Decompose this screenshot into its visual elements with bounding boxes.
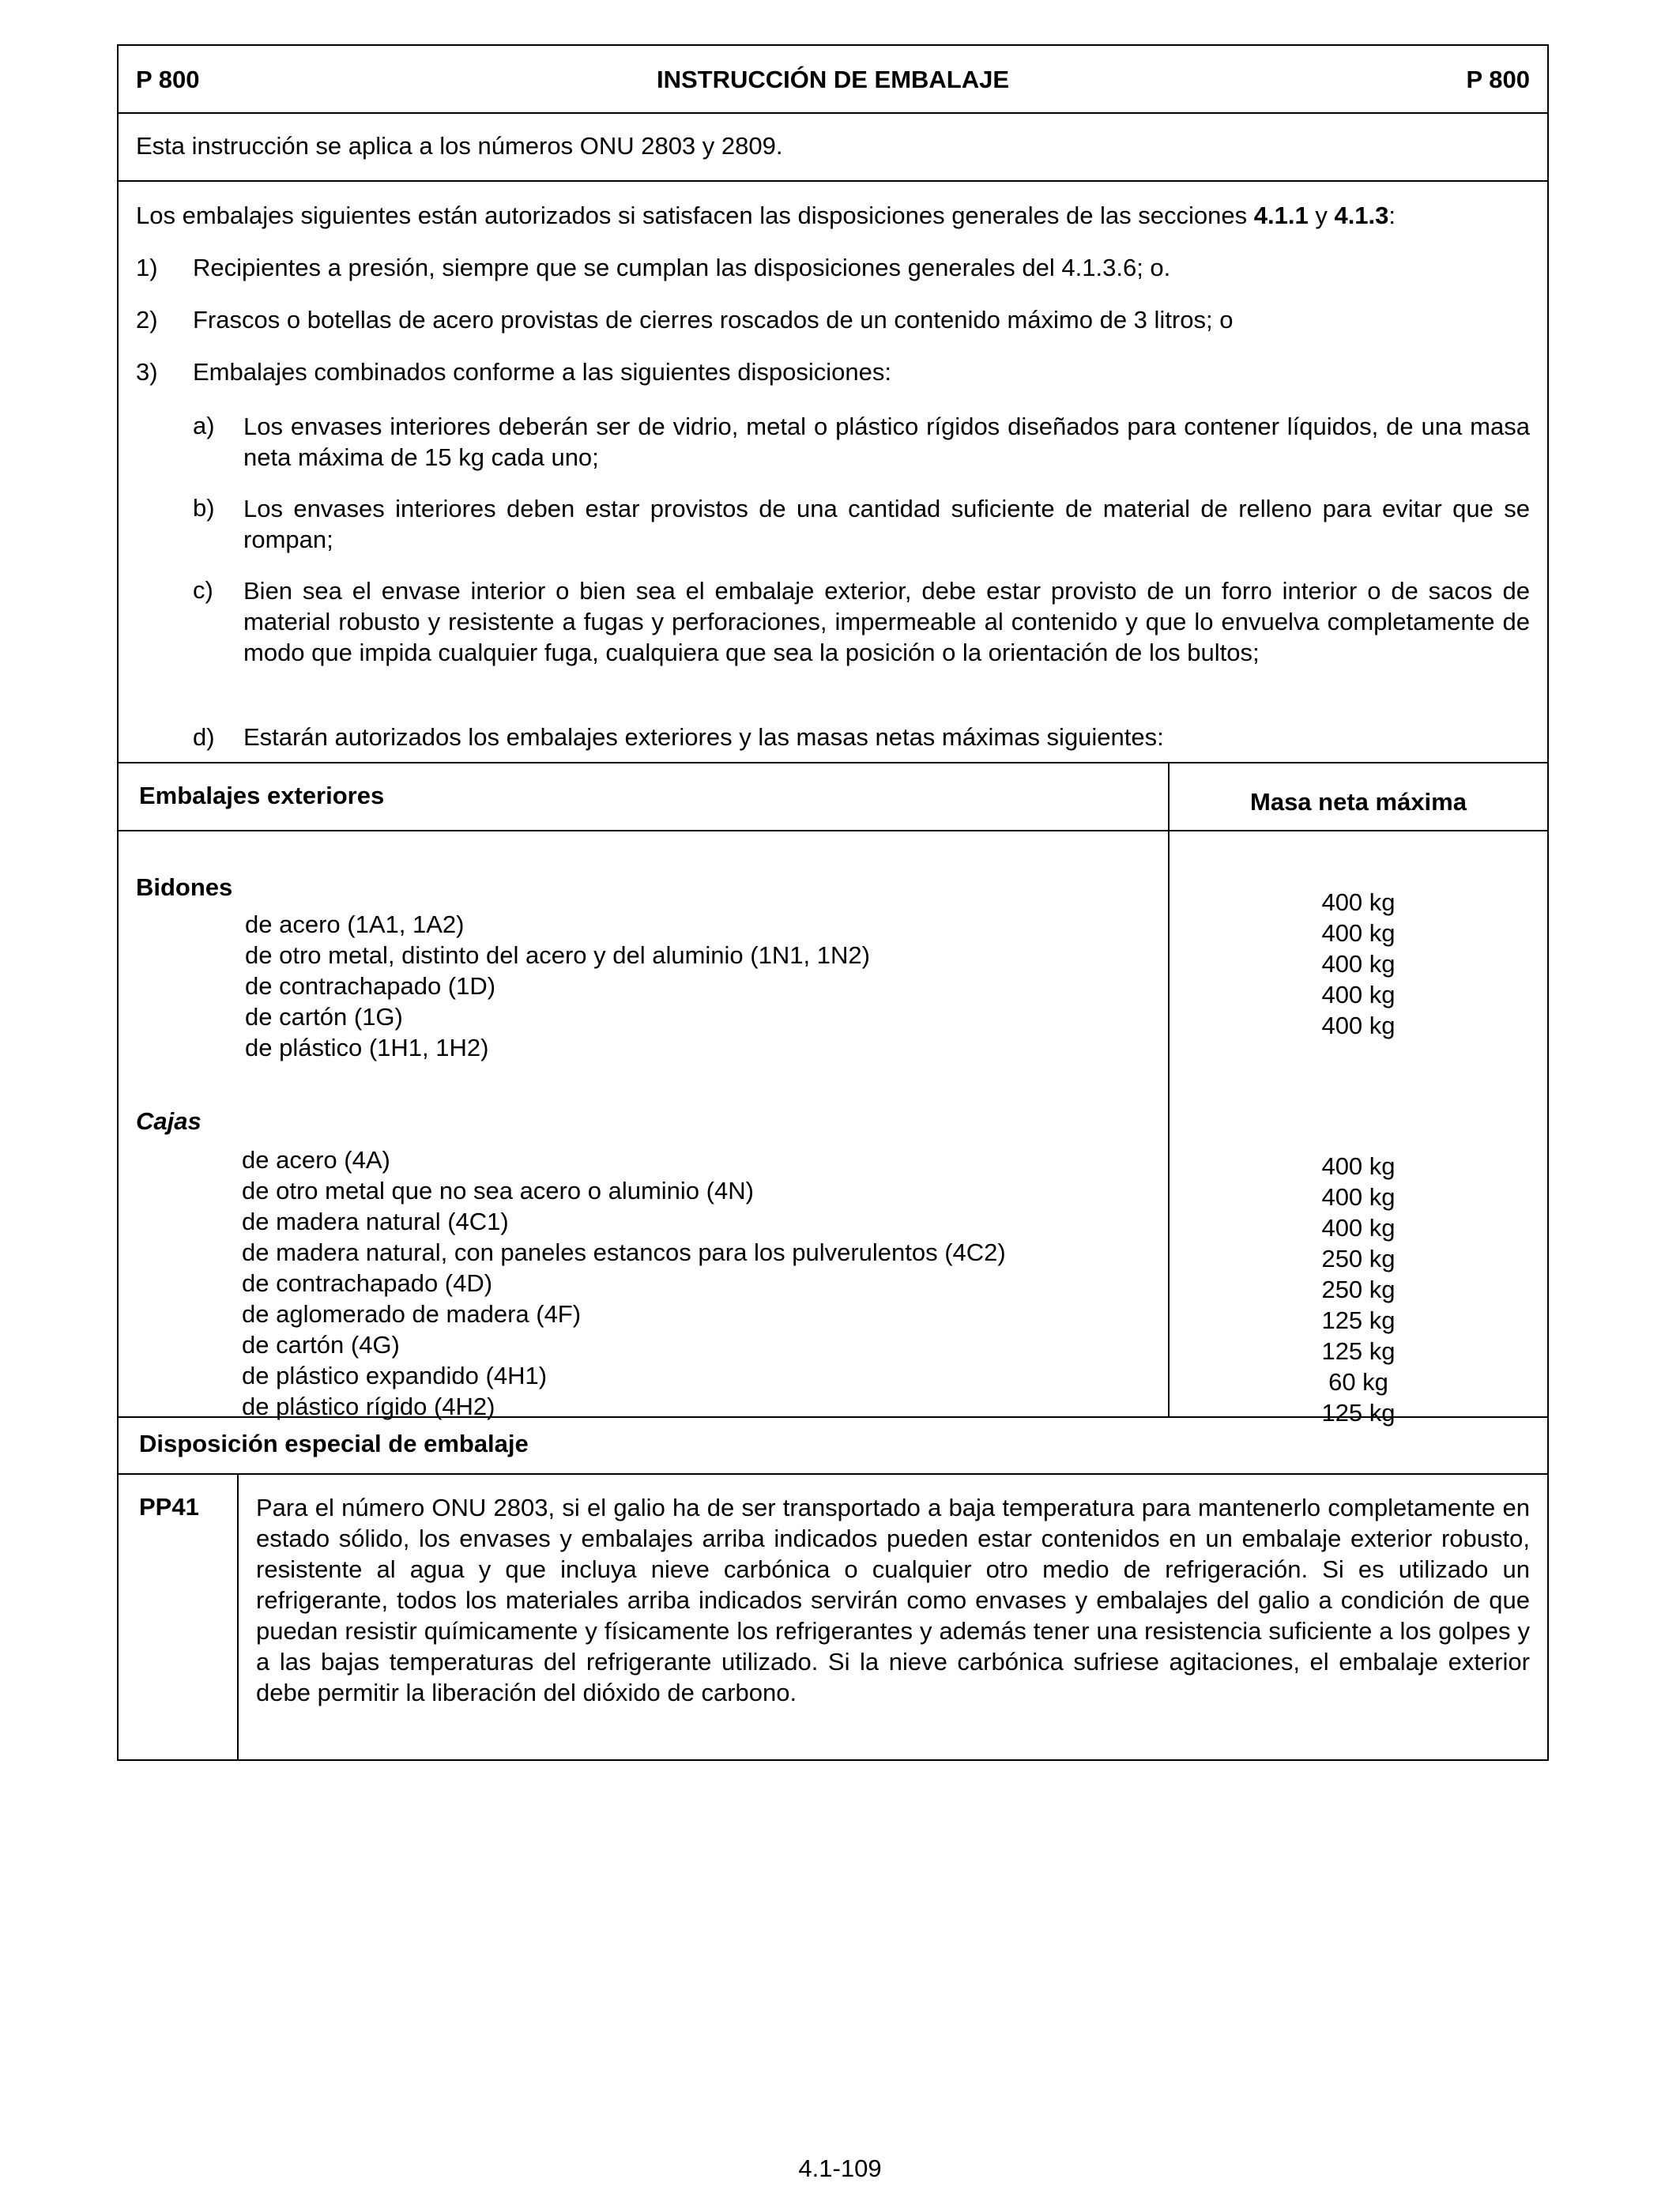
list-item: de contrachapado (1D) (245, 972, 496, 1000)
page-number: 4.1-109 (798, 2154, 882, 2182)
bidones-masses (1170, 887, 1547, 1041)
subitem-letter: d) (193, 723, 215, 751)
subitem-text (243, 493, 1530, 555)
mass-value: 400 kg (1321, 1183, 1396, 1211)
list-item: de madera natural (4C1) (242, 1208, 509, 1235)
cajas-items (242, 1144, 1006, 1422)
list-item: de cartón (4G) (242, 1331, 400, 1359)
special-paragraph: Para el número ONU 2803, si el galio ha de ser transportado a baja temperatura para mantenerlo completamente en estado sólido, los envases y embalajes arriba indicados pueden estar contenidos en un embalaje exterior robusto, resistente al agua y que incluya nieve carbónica o cualquier otro medio de refrigeración. Si es utilizado un refrigerante, todos los materiales arriba indicados servirán como envases y embalajes del galio a condición de que puedan resistir químicamente y físicamente los refrigerantes y además tener una resistencia suficiente a los golpes y a las bajas temperaturas del refrigerante utilizado. Si la nieve carbónica sufriese agitaciones, el embalaje exterior debe permitir la liberación del dióxido de carbono. (256, 1494, 1530, 1706)
group-label-bidones: Bidones (136, 873, 233, 901)
subitem-text (243, 411, 1530, 473)
mass-value: 250 kg (1321, 1276, 1396, 1303)
subitem-letter: c) (193, 576, 213, 604)
mass-value: 250 kg (1321, 1245, 1396, 1272)
col-header-mass: Masa neta máxima (1250, 788, 1467, 816)
bidones-items (245, 909, 870, 1063)
list-item: de plástico expandido (4H1) (242, 1362, 548, 1389)
item-number: 1) (136, 254, 158, 281)
item-text: Recipientes a presión, siempre que se cumplan las disposiciones generales del 4.1.3.6; o. (193, 254, 1171, 281)
list-item: de plástico rígido (4H2) (242, 1393, 495, 1420)
list-item: de acero (1A1, 1A2) (245, 910, 465, 938)
subitem-text: Estarán autorizados los embalajes exteriores y las masas netas máximas siguientes: (243, 723, 1164, 751)
subitem-text (243, 575, 1530, 668)
item-number: 3) (136, 358, 158, 386)
instruction-table (117, 44, 1549, 1761)
intro-text: Los embalajes siguientes están autorizados si satisfacen las disposiciones generales de las secciones (136, 202, 1254, 229)
mass-value: 400 kg (1321, 981, 1396, 1008)
cajas-masses (1170, 1151, 1547, 1428)
mass-value: 125 kg (1321, 1399, 1396, 1427)
mass-value: 400 kg (1321, 919, 1396, 947)
mass-value: 125 kg (1321, 1306, 1396, 1334)
rule (119, 1473, 1547, 1475)
item-text: Frascos o botellas de acero provistas de cierres roscados de un contenido máximo de 3 litros; o (193, 306, 1234, 334)
special-code: PP41 (139, 1493, 199, 1521)
list-item: de aglomerado de madera (4F) (242, 1300, 582, 1328)
rule (119, 112, 1547, 114)
subitem-letter: a) (193, 412, 215, 439)
list-item: de plástico (1H1, 1H2) (245, 1034, 489, 1061)
item-text: Embalajes combinados conforme a las siguientes disposiciones: (193, 358, 891, 386)
mass-value: 400 kg (1321, 1152, 1396, 1180)
page-title: INSTRUCCIÓN DE EMBALAJE (656, 66, 1010, 93)
subitem-text-c: Bien sea el envase interior o bien sea el embalaje exterior, debe estar provisto de un forro interior o de sacos de material robusto y resistente a fugas y perforaciones, impermeable al contenido y que lo envuelva completamente de modo que impida cualquier fuga, cualquiera que sea la posición o la orientación de los bultos; (243, 577, 1530, 666)
col-header-packaging: Embalajes exteriores (139, 782, 385, 809)
list-item: de cartón (1G) (245, 1003, 403, 1031)
mass-value: 60 kg (1328, 1368, 1388, 1396)
intro-paragraph (136, 201, 1396, 231)
mass-value: 400 kg (1321, 1012, 1396, 1039)
applies-text: Esta instrucción se aplica a los números ONU 2803 y 2809. (136, 132, 783, 160)
header-code-right: P 800 (1466, 66, 1530, 93)
special-text (256, 1492, 1530, 1708)
group-label-cajas: Cajas (136, 1107, 202, 1135)
subitem-letter: b) (193, 494, 215, 522)
rule (119, 762, 1547, 763)
list-item: de otro metal que no sea acero o aluminio (4N) (242, 1177, 754, 1204)
mass-value: 400 kg (1321, 1214, 1396, 1242)
header-code-left: P 800 (136, 66, 200, 93)
rule (119, 180, 1547, 182)
list-item: de otro metal, distinto del acero y del aluminio (1N1, 1N2) (245, 941, 870, 969)
column-divider (237, 1473, 239, 1761)
mass-value: 125 kg (1321, 1337, 1396, 1365)
subitem-text-b: Los envases interiores deben estar provistos de una cantidad suficiente de material de relleno para evitar que se rompan; (243, 495, 1530, 553)
mass-value: 400 kg (1321, 888, 1396, 916)
intro-ref-2: 4.1.3 (1334, 202, 1389, 229)
special-heading: Disposición especial de embalaje (139, 1430, 529, 1457)
list-item: de madera natural, con paneles estancos para los pulverulentos (4C2) (242, 1238, 1006, 1266)
list-item: de contrachapado (4D) (242, 1269, 493, 1297)
intro-colon: : (1388, 202, 1396, 229)
subitem-text-a: Los envases interiores deberán ser de vidrio, metal o plástico rígidos diseñados para contener líquidos, de una masa neta máxima de 15 kg cada uno; (243, 413, 1530, 471)
list-item: de acero (4A) (242, 1146, 390, 1174)
mass-value: 400 kg (1321, 950, 1396, 978)
rule (119, 830, 1547, 831)
intro-ref-1: 4.1.1 (1253, 202, 1309, 229)
item-number: 2) (136, 306, 158, 334)
intro-connector: y (1308, 202, 1335, 229)
